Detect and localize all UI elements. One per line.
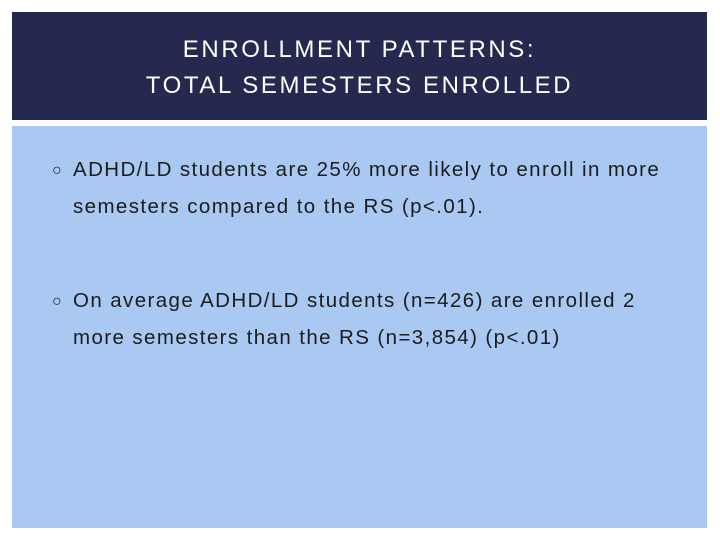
bullet-text-1: ADHD/LD students are 25% more likely to enroll in more semesters compared to the RS (p<.01). bbox=[73, 158, 661, 218]
title-line-1: ENROLLMENT PATTERNS: bbox=[182, 36, 537, 63]
bullet-item-2 bbox=[52, 283, 677, 356]
hollow-circle-bullet-icon: ○ bbox=[52, 162, 62, 179]
hollow-circle-bullet-icon: ○ bbox=[52, 293, 62, 310]
title-line-2: TOTAL SEMESTERS ENROLLED bbox=[145, 72, 574, 99]
bullet-text-2: On average ADHD/LD students (n=426) are enrolled 2 more semesters than the RS (n=3,854) (p<.01) bbox=[73, 289, 636, 349]
title-bar bbox=[12, 12, 707, 120]
bullet-item-1 bbox=[52, 152, 677, 225]
content-box bbox=[12, 126, 707, 528]
